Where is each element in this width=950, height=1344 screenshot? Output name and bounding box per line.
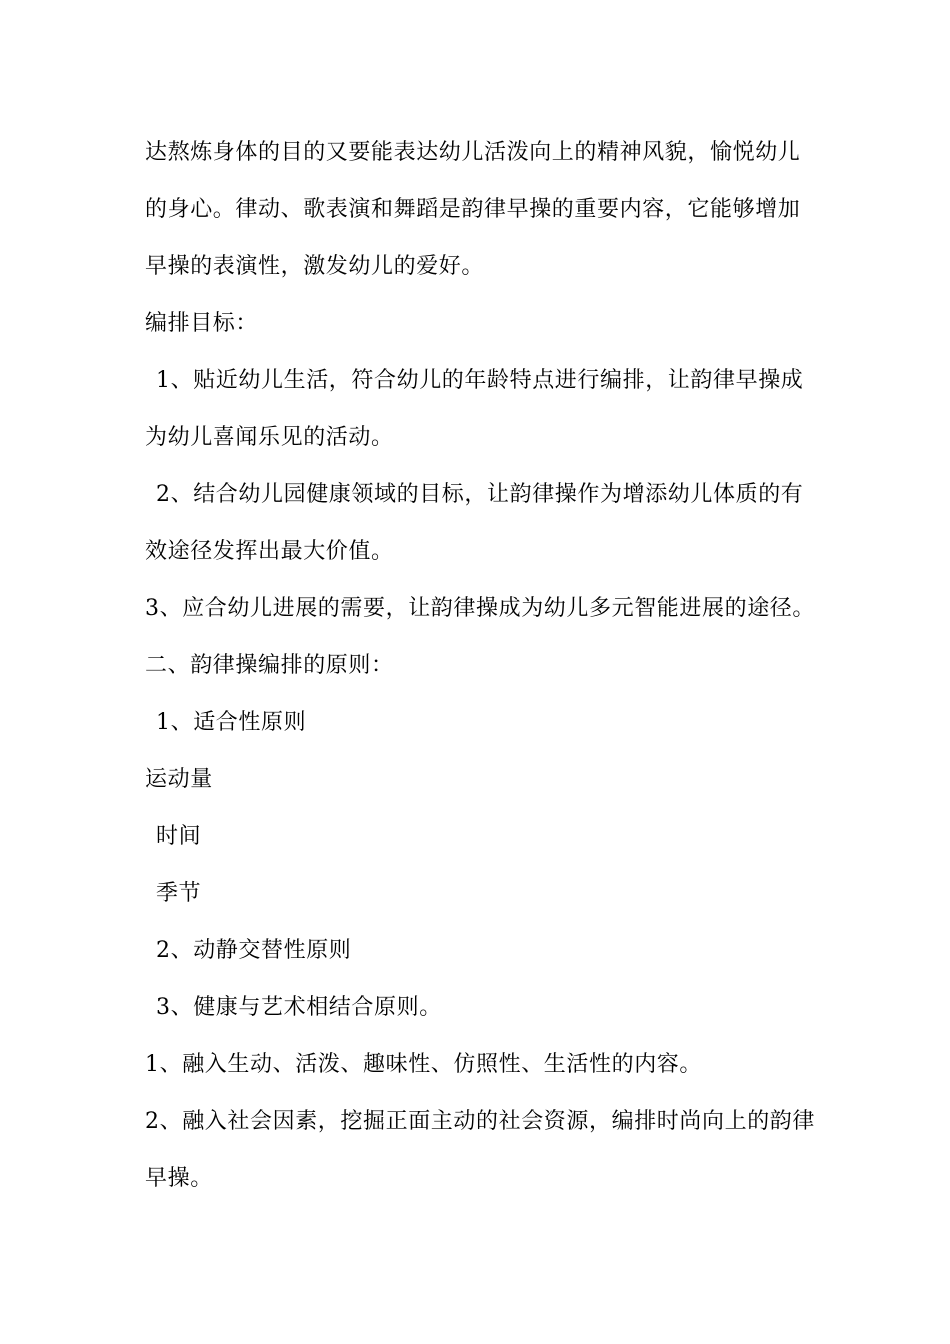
section-heading: 编排目标： bbox=[145, 311, 259, 336]
list-item: 1、融入生动、活泼、趣味性、仿照性、生活性的内容。 bbox=[145, 1052, 702, 1077]
paragraph-line: 早操。 bbox=[145, 1166, 213, 1191]
paragraph-line: 早操的表演性，激发幼儿的爱好。 bbox=[145, 254, 485, 279]
list-item: 1、适合性原则 bbox=[156, 710, 307, 735]
paragraph-line: 的身心。律动、歌表演和舞蹈是韵律早操的重要内容，它能够增加 bbox=[145, 197, 801, 222]
paragraph-line: 效途径发挥出最大价值。 bbox=[145, 539, 394, 564]
list-item: 2、动静交替性原则 bbox=[156, 938, 352, 963]
list-item: 2、融入社会因素，挖掘正面主动的社会资源，编排时尚向上的韵律 bbox=[145, 1109, 815, 1134]
list-item: 1、贴近幼儿生活，符合幼儿的年龄特点进行编排，让韵律早操成 bbox=[156, 368, 804, 393]
paragraph-line: 达熬炼身体的目的又要能表达幼儿活泼向上的精神风貌，愉悦幼儿 bbox=[145, 140, 801, 165]
paragraph-line: 季节 bbox=[156, 881, 202, 906]
section-heading: 二、韵律操编排的原则： bbox=[145, 653, 394, 678]
list-item: 3、应合幼儿进展的需要，让韵律操成为幼儿多元智能进展的途径。 bbox=[145, 596, 815, 621]
paragraph-line: 为幼儿喜闻乐见的活动。 bbox=[145, 425, 394, 450]
paragraph-line: 运动量 bbox=[145, 767, 213, 792]
list-item: 2、结合幼儿园健康领域的目标，让韵律操作为增添幼儿体质的有 bbox=[156, 482, 804, 507]
list-item: 3、健康与艺术相结合原则。 bbox=[156, 995, 442, 1020]
paragraph-line: 时间 bbox=[156, 824, 202, 849]
